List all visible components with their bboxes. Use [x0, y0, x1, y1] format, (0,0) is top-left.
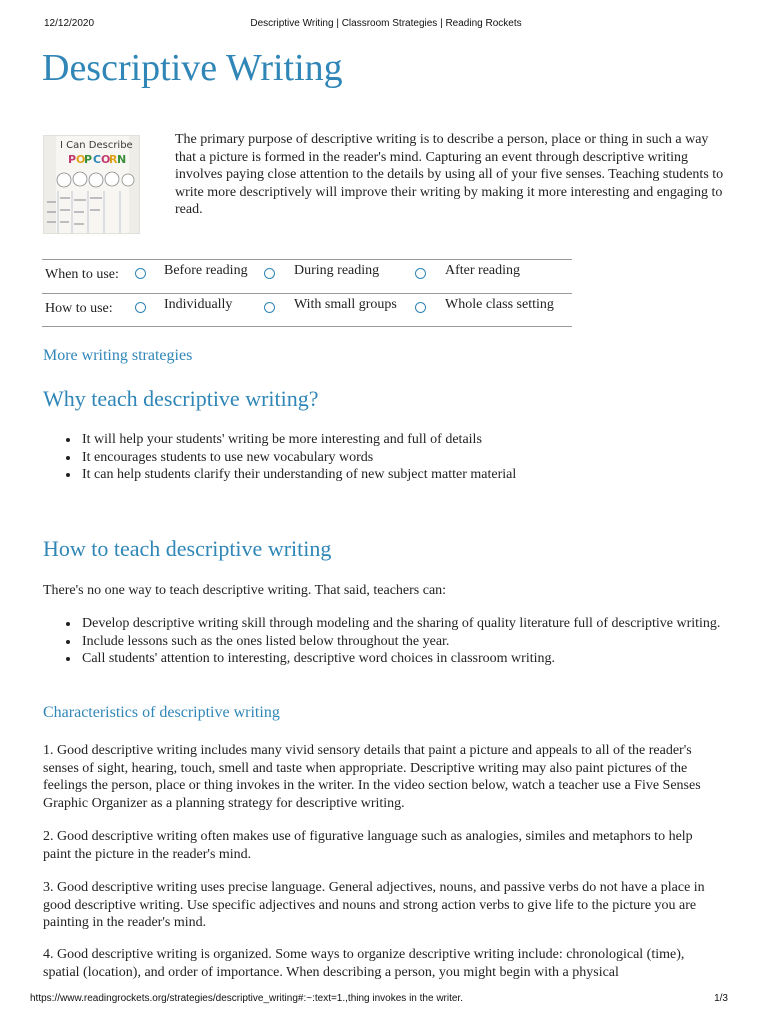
radio-icon: [415, 268, 426, 279]
thumb-heading-text: I Can Describe: [60, 140, 133, 151]
svg-text:C: C: [93, 153, 102, 166]
table-rule: [42, 326, 572, 327]
radio-icon: [135, 302, 146, 313]
how-option-small-groups: With small groups: [294, 297, 397, 312]
svg-text:O: O: [101, 153, 111, 166]
page-title: Descriptive Writing: [42, 47, 343, 89]
characteristic-paragraph-2: 2. Good descriptive writing often makes use of figurative language such as analogies, similes and metaphors to help paint the picture in the reader's mind.: [43, 829, 693, 862]
when-to-use-label: When to use:: [45, 267, 119, 282]
why-heading: Why teach descriptive writing?: [43, 386, 319, 411]
svg-text:P: P: [84, 153, 93, 166]
more-writing-strategies-link[interactable]: More writing strategies: [43, 347, 193, 364]
how-option-individually: Individually: [164, 297, 233, 312]
svg-text:R: R: [109, 153, 118, 166]
how-to-use-label: How to use:: [45, 301, 113, 316]
print-header: [44, 18, 728, 32]
radio-icon: [415, 302, 426, 313]
svg-text:N: N: [117, 153, 127, 166]
page-number: 1/3: [714, 993, 728, 1004]
radio-icon: [135, 268, 146, 279]
how-intro-text: There's no one way to teach descriptive writing. That said, teachers can:: [43, 583, 447, 598]
svg-text:O: O: [76, 153, 86, 166]
characteristics-heading: Characteristics of descriptive writing: [43, 704, 280, 721]
when-option-during-reading: During reading: [294, 263, 380, 278]
table-rule: [42, 293, 572, 294]
list-item: Call students' attention to interesting, descriptive word choices in classroom writing.: [43, 650, 723, 668]
why-bullet-list: [43, 431, 723, 484]
table-rule: [42, 259, 572, 260]
how-bullet-list: [43, 615, 723, 668]
radio-icon: [264, 302, 275, 313]
radio-icon: [264, 268, 275, 279]
intro-paragraph: The primary purpose of descriptive writing is to describe a person, place or thing in such a way that a picture is formed in the reader's mind. Capturing an event through descriptive writing involves paying close attention to the details by using all of your five senses. Teaching students to write more descriptively will improve their writing by making it more interesting and engaging to read.: [175, 132, 724, 217]
list-item: It encourages students to use new vocabulary words: [43, 449, 723, 467]
print-date: 12/12/2020: [44, 18, 95, 29]
how-option-whole-class: Whole class setting: [445, 297, 554, 312]
svg-text:P: P: [68, 153, 77, 166]
print-footer: [30, 993, 728, 1007]
print-url: https://www.readingrockets.org/strategies/descriptive_writing#:~:text=1.,thing invokes in the writer.: [30, 993, 463, 1004]
when-option-after-reading: After reading: [445, 263, 521, 278]
list-item: It can help students clarify their understanding of new subject matter material: [43, 466, 723, 484]
list-item: It will help your students' writing be more interesting and full of details: [43, 431, 723, 449]
characteristic-paragraph-3: 3. Good descriptive writing uses precise language. General adjectives, nouns, and passive verbs do not have a place in good descriptive writing. Use specific adjectives and nouns and strong action verbs to give life to the picture you are painting in the reader's mind.: [43, 880, 705, 930]
print-page-title: Descriptive Writing | Classroom Strategies | Reading Rockets: [250, 18, 522, 29]
usage-table: [42, 259, 572, 327]
popcorn-chart-picture: [44, 136, 139, 233]
strategy-thumbnail-image: [43, 135, 140, 234]
characteristic-paragraph-1: 1. Good descriptive writing includes many vivid sensory details that paint a picture and appeals to all of the reader's senses of sight, hearing, touch, smell and taste when appropriate. Descriptive writing may also paint pictures of the feelings the person, place or thing invokes in the writer. In the video section below, watch a teacher use a Five Senses Graphic Organizer as a planning strategy for descriptive writing.: [43, 743, 701, 811]
list-item: Include lessons such as the ones listed below throughout the year.: [43, 633, 723, 651]
how-heading: How to teach descriptive writing: [43, 536, 332, 561]
when-option-before-reading: Before reading: [164, 263, 248, 278]
characteristic-paragraph-4: 4. Good descriptive writing is organized. Some ways to organize descriptive writing include: chronological (time), spatial (location), and order of importance. When describing a person, you might begin with a physical: [43, 947, 685, 980]
list-item: Develop descriptive writing skill through modeling and the sharing of quality literature full of descriptive writing.: [43, 615, 723, 633]
